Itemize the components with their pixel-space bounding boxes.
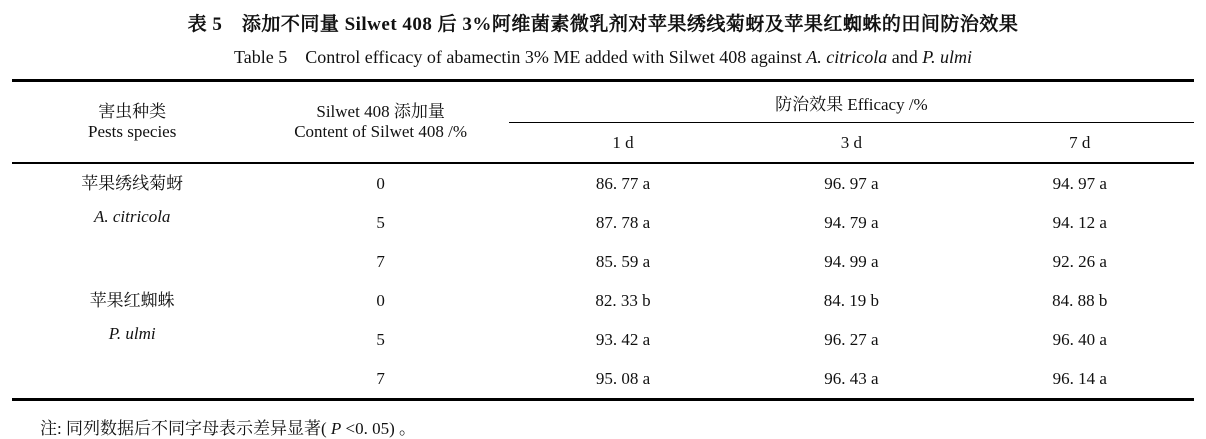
header-day-3: 3 d: [840, 132, 862, 152]
pest-name-zh: 苹果红蜘蛛: [89, 291, 175, 310]
table-row: [12, 163, 1194, 203]
content-value: 5: [376, 212, 385, 232]
table-body: [12, 163, 1194, 400]
header-silwet-content-en: Content of Silwet 408 /%: [294, 122, 468, 141]
header-silwet-content-zh: Silwet 408 添加量: [316, 102, 445, 121]
efficacy-3d-value: 84. 19 b: [823, 290, 879, 310]
header-day-7: 7 d: [1069, 132, 1091, 152]
pest-name-latin: A. citricola: [93, 207, 171, 226]
content-value: 0: [376, 173, 385, 193]
header-pest-species-zh: 害虫种类: [98, 102, 167, 121]
footnote-p-symbol: P: [330, 419, 342, 438]
table-title-en-and: and: [887, 47, 923, 67]
header-day-1: 1 d: [612, 132, 634, 152]
efficacy-7d-value: 84. 88 b: [1052, 290, 1108, 310]
footnote-prefix: 注: 同列数据后不同字母表示差异显著(: [40, 419, 331, 438]
table-title-zh: 表 5 添加不同量 Silwet 408 后 3%阿维菌素微乳剂对苹果绣线菊蚜及苹果红蜘蛛的田间防治效果: [187, 14, 1019, 35]
efficacy-1d-value: 93. 42 a: [595, 329, 651, 349]
header-pest-species-en: Pests species: [88, 122, 177, 141]
pest-cell-citricola: [12, 163, 252, 281]
efficacy-1d-value: 86. 77 a: [595, 173, 651, 193]
header-silwet-content: [252, 81, 508, 164]
table-footnote: [40, 414, 1206, 439]
table-title-en-prefix: Table 5 Control efficacy of abamectin 3% ME added with Silwet 408 against: [234, 47, 807, 67]
species-name-ulmi: P. ulmi: [922, 47, 972, 67]
pest-name-latin: P. ulmi: [108, 324, 156, 343]
efficacy-1d-value: 82. 33 b: [595, 290, 651, 310]
content-value: 5: [376, 329, 385, 349]
efficacy-3d-value: 96. 27 a: [824, 329, 879, 349]
efficacy-7d-value: 92. 26 a: [1052, 251, 1107, 271]
efficacy-3d-value: 96. 43 a: [824, 368, 879, 388]
efficacy-3d-value: 96. 97 a: [824, 173, 879, 193]
species-name-citricola: A. citricola: [806, 47, 888, 67]
header-pest-species: [12, 81, 252, 164]
pest-name-zh: 苹果绣线菊蚜: [81, 174, 184, 193]
content-value: 7: [376, 368, 385, 388]
table-title-en: [0, 43, 1206, 69]
efficacy-1d-value: 87. 78 a: [595, 212, 651, 232]
efficacy-1d-value: 85. 59 a: [595, 251, 651, 271]
efficacy-3d-value: 94. 99 a: [824, 251, 879, 271]
footnote-suffix: <0. 05) 。: [341, 419, 417, 438]
header-efficacy-spanner: 防治效果 Efficacy /%: [509, 81, 1194, 123]
efficacy-table: [12, 79, 1194, 401]
efficacy-3d-value: 94. 79 a: [824, 212, 879, 232]
content-value: 7: [376, 251, 385, 271]
efficacy-7d-value: 94. 97 a: [1052, 173, 1107, 193]
efficacy-7d-value: 94. 12 a: [1052, 212, 1107, 232]
content-value: 0: [376, 290, 385, 310]
efficacy-7d-value: 96. 14 a: [1052, 368, 1107, 388]
header-row-top: [12, 81, 1194, 123]
efficacy-1d-value: 95. 08 a: [595, 368, 651, 388]
efficacy-7d-value: 96. 40 a: [1052, 329, 1107, 349]
table-header: [12, 81, 1194, 164]
table-row: [12, 281, 1194, 320]
pest-cell-ulmi: [12, 281, 252, 400]
